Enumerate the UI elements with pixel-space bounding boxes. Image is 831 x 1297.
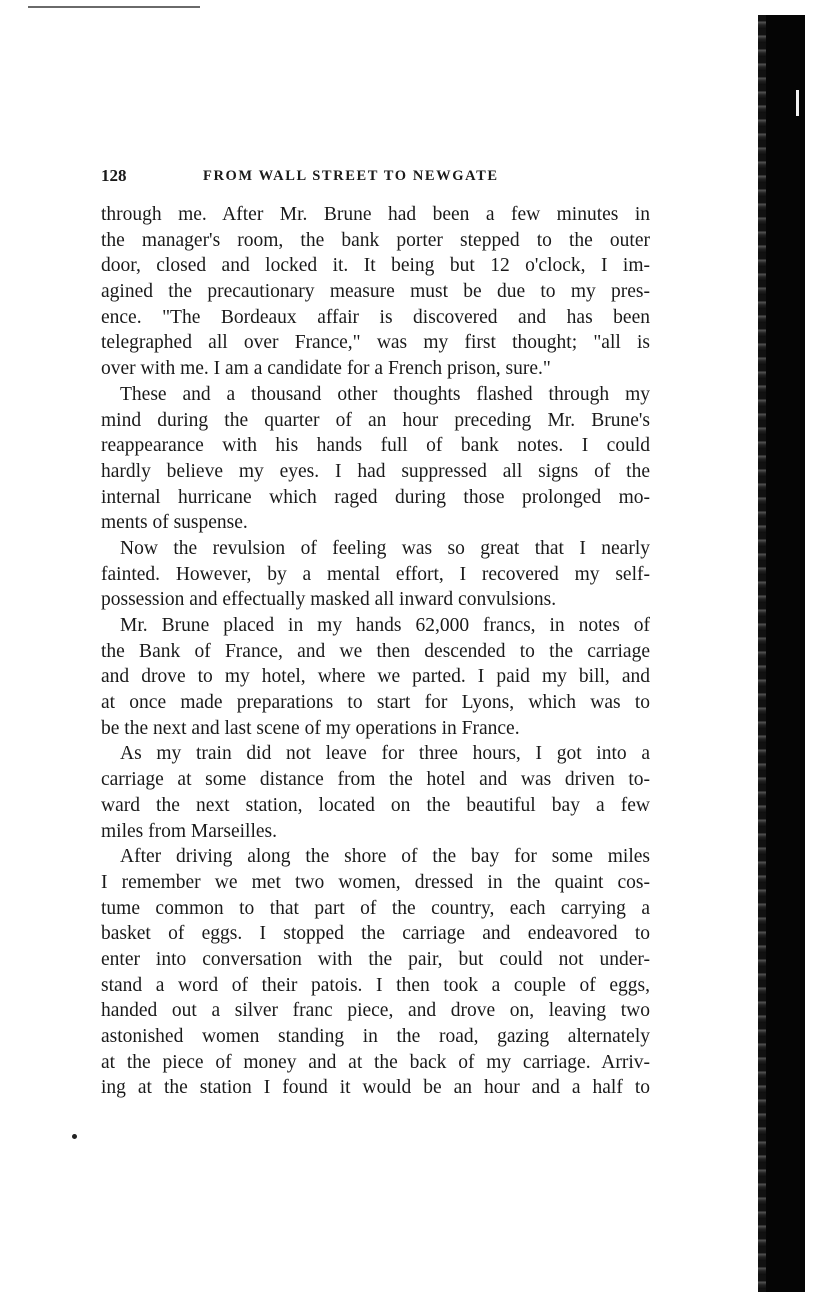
text-line: through me. After Mr. Brune had been a few minutes in bbox=[101, 204, 650, 225]
text-line: As my train did not leave for three hours, I got into a bbox=[120, 743, 650, 765]
text-line: at once made preparations to start for Lyons, which was to bbox=[101, 692, 650, 714]
text-line: ments of suspense. bbox=[101, 512, 248, 534]
text-line: door, closed and locked it. It being but 12 o'clock, I im- bbox=[101, 255, 650, 277]
text-line: mind during the quarter of an hour preceding Mr. Brune's bbox=[101, 409, 650, 431]
text-line: I remember we met two women, dressed in the quaint cos- bbox=[101, 871, 650, 893]
text-line: fainted. However, by a mental effort, I recovered my self- bbox=[101, 563, 650, 585]
binding-edge bbox=[763, 15, 805, 1292]
text-line: miles from Marseilles. bbox=[101, 820, 278, 842]
text-line: tume common to that part of the country, each carrying a bbox=[101, 897, 650, 919]
text-line: be the next and last scene of my operations in France. bbox=[101, 717, 520, 739]
text-line: ward the next station, located on the beautiful bay a few bbox=[101, 794, 650, 816]
running-title: FROM WALL STREET TO NEWGATE bbox=[203, 168, 499, 184]
text-line: the Bank of France, and we then descended to the carriage bbox=[101, 640, 650, 662]
text-line: handed out a silver franc piece, and drove on, leaving two bbox=[101, 1000, 650, 1022]
text-line: and drove to my hotel, where we parted. I paid my bill, and bbox=[101, 666, 650, 688]
page-number: 128 bbox=[101, 166, 127, 185]
text-line: possession and effectually masked all inward convulsions. bbox=[101, 589, 557, 611]
ink-speck bbox=[72, 1134, 77, 1139]
text-line: reappearance with his hands full of bank notes. I could bbox=[101, 435, 650, 457]
text-line: stand a word of their patois. I then took a couple of eggs, bbox=[101, 974, 650, 996]
text-line: ing at the station I found it would be an hour and a half to bbox=[101, 1077, 650, 1099]
text-line: hardly believe my eyes. I had suppressed all signs of the bbox=[101, 460, 650, 482]
text-line: Now the revulsion of feeling was so great that I nearly bbox=[120, 537, 650, 559]
text-line: Mr. Brune placed in my hands 62,000 francs, in notes of bbox=[120, 615, 650, 636]
text-line: over with me. I am a candidate for a French prison, sure." bbox=[101, 358, 551, 380]
top-rule bbox=[28, 6, 200, 8]
text-line: ence. "The Bordeaux affair is discovered and has been bbox=[101, 306, 650, 328]
text-line: the manager's room, the bank porter stepped to the outer bbox=[101, 229, 650, 251]
text-line: at the piece of money and at the back of my carriage. Arriv- bbox=[101, 1051, 650, 1073]
text-line: enter into conversation with the pair, but could not under- bbox=[101, 948, 650, 970]
binding-edge-rough bbox=[758, 15, 766, 1292]
binding-notch bbox=[796, 90, 799, 116]
text-line: telegraphed all over France," was my first thought; "all is bbox=[101, 332, 650, 354]
body-text bbox=[101, 202, 650, 1101]
text-line: agined the precautionary measure must be due to my pres- bbox=[101, 281, 650, 303]
text-line: After driving along the shore of the bay for some miles bbox=[120, 846, 650, 868]
text-line: carriage at some distance from the hotel and was driven to- bbox=[101, 769, 650, 791]
running-head bbox=[101, 161, 651, 191]
text-line: astonished women standing in the road, gazing alternately bbox=[101, 1026, 650, 1047]
text-line: internal hurricane which raged during those prolonged mo- bbox=[101, 486, 650, 508]
text-line: basket of eggs. I stopped the carriage and endeavored to bbox=[101, 923, 650, 945]
text-line: These and a thousand other thoughts flashed through my bbox=[120, 383, 650, 405]
